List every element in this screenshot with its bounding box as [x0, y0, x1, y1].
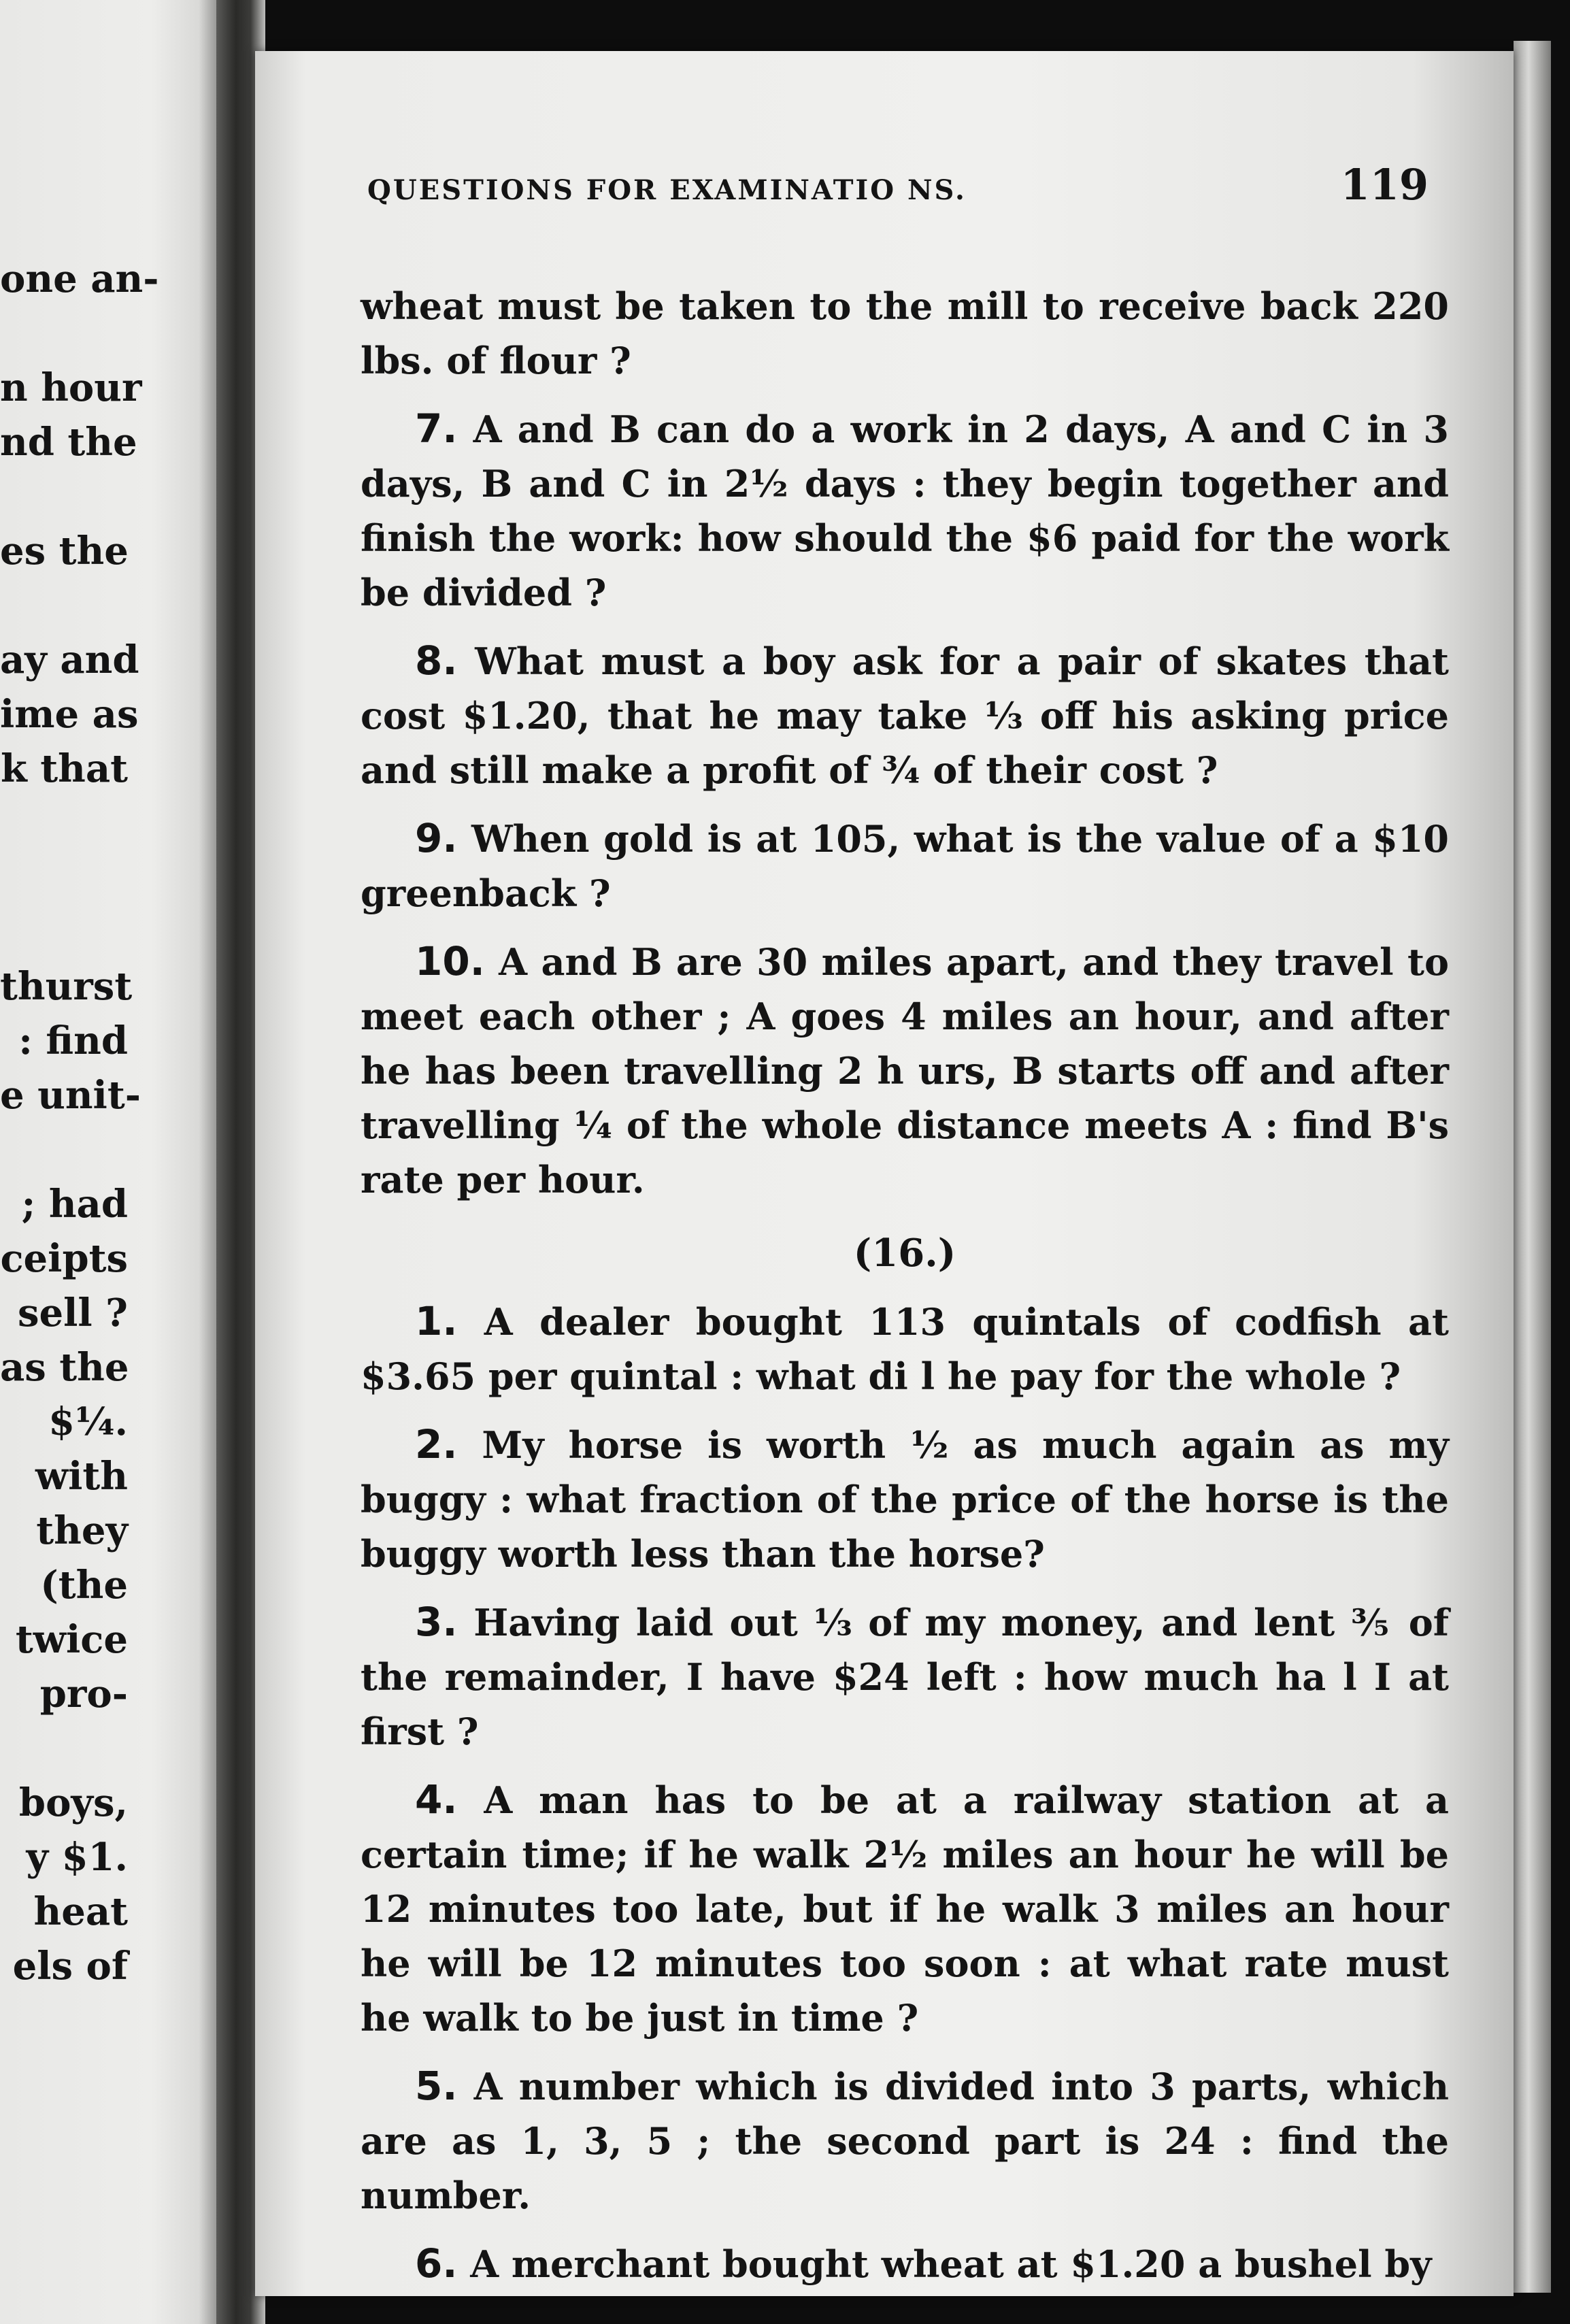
left-page-line: [0, 469, 216, 524]
question-number: 6.: [415, 2240, 458, 2287]
question-5: [361, 2059, 1449, 2223]
running-title: QUESTIONS FOR EXAMINATIO NS.: [367, 174, 967, 206]
left-page-line: [0, 850, 216, 905]
left-page-line: [0, 905, 216, 959]
page-number: 119: [1340, 160, 1429, 210]
question-number: 3.: [415, 1599, 458, 1645]
left-page-line: ime as: [0, 692, 139, 737]
left-page-line: k that: [0, 746, 128, 791]
question-number: 10.: [415, 938, 485, 984]
left-page-line: sell ?: [17, 1291, 128, 1335]
left-page-line: e unit-: [0, 1073, 141, 1118]
left-facing-page: [0, 0, 216, 2324]
left-page-line: one an-: [0, 256, 159, 301]
question-7: [361, 401, 1449, 620]
left-page-line: : find: [18, 1018, 128, 1063]
question-4: [361, 1772, 1449, 2045]
left-page-line: ceipts: [0, 1236, 128, 1281]
page-header: [367, 160, 1429, 210]
question-6: [361, 2236, 1449, 2291]
question-1: [361, 1294, 1449, 1404]
question-8: [361, 633, 1449, 797]
left-page-line: ; had: [21, 1182, 128, 1227]
left-page-line: els of: [12, 1944, 128, 1989]
continued-question: wheat must be taken to the mill to receive back 220 lbs. of flour ?: [361, 284, 1449, 382]
left-page-line: they: [36, 1508, 128, 1553]
left-page-line: pro-: [39, 1672, 128, 1716]
left-page-line: nd the: [0, 420, 137, 465]
question-9: [361, 811, 1449, 920]
question-text: My horse is worth ½ as much again as my buggy : what fraction of the price of the horse is the buggy worth less than the horse?: [361, 1423, 1449, 1576]
question-number: 5.: [415, 2063, 458, 2109]
question-text: A and B can do a work in 2 days, A and C in 3 days, B and C in 2½ days : they begin together and finish the work: how should the $6 paid for the work be divided ?: [361, 408, 1449, 614]
question-number: 8.: [415, 637, 458, 684]
left-page-line: as the: [0, 1345, 129, 1390]
left-page-line: (the: [40, 1563, 128, 1608]
question-number: 2.: [415, 1421, 458, 1467]
left-page-line: ay and: [0, 637, 139, 682]
left-page-line: twice: [15, 1617, 128, 1662]
question-number: 9.: [415, 815, 458, 861]
left-page-line: with: [35, 1454, 128, 1499]
left-page-line: $¼.: [48, 1399, 128, 1444]
left-page-line: [0, 578, 216, 633]
left-page-line: [0, 1721, 216, 1776]
page-edge: [1514, 41, 1551, 2293]
question-text: A and B are 30 miles apart, and they travel to meet each other ; A goes 4 miles an hour, and after he has been travelling 2 h urs, B starts off and after travelling ¼ of the whole distance meets A : find B's rate per hour.: [361, 940, 1449, 1201]
question-text: A merchant bought wheat at $1.20 a bushel by: [470, 2242, 1432, 2286]
page-body: [361, 279, 1449, 2291]
question-text: When gold is at 105, what is the value of a $10 greenback ?: [361, 817, 1449, 915]
left-page-line: n hour: [0, 365, 142, 410]
question-text: A dealer bought 113 quintals of codfish at $3.65 per quintal : what di l he pay for the whole ?: [361, 1300, 1449, 1398]
question-number: 7.: [415, 405, 458, 452]
question-10: [361, 934, 1449, 1207]
left-page-line: y $1.: [26, 1835, 128, 1880]
question-number: 1.: [415, 1298, 458, 1344]
question-text: Having laid out ⅓ of my money, and lent ⅗ of the remainder, I have $24 left : how much ha l I at first ?: [361, 1601, 1449, 1753]
question-text: A number which is divided into 3 parts, which are as 1, 3, 5 ; the second part is 24 : find the number.: [361, 2065, 1449, 2217]
left-page-line: boys,: [18, 1780, 128, 1825]
left-page-line: es the: [0, 529, 129, 574]
question-number: 4.: [415, 1776, 458, 1823]
left-page-line: [0, 796, 216, 850]
left-page-line: [0, 1123, 216, 1177]
question-3: [361, 1595, 1449, 1759]
question-text: What must a boy ask for a pair of skates that cost $1.20, that he may take ⅓ off his asking price and still make a profit of ¾ of their cost ?: [361, 640, 1449, 792]
section-heading: (16.): [853, 1231, 956, 1276]
question-2: [361, 1417, 1449, 1581]
left-page-line: thurst: [0, 964, 133, 1009]
question-text: A man has to be at a railway station at a certain time; if he walk 2½ miles an hour he will be 12 minutes too late, but if he walk 3 miles an hour he will be 12 minutes too soon : at what rate must he walk to be just in time ?: [361, 1778, 1449, 2040]
left-page-line: heat: [33, 1889, 128, 1934]
left-page-line: [0, 306, 216, 361]
left-page-text: [0, 252, 216, 1993]
